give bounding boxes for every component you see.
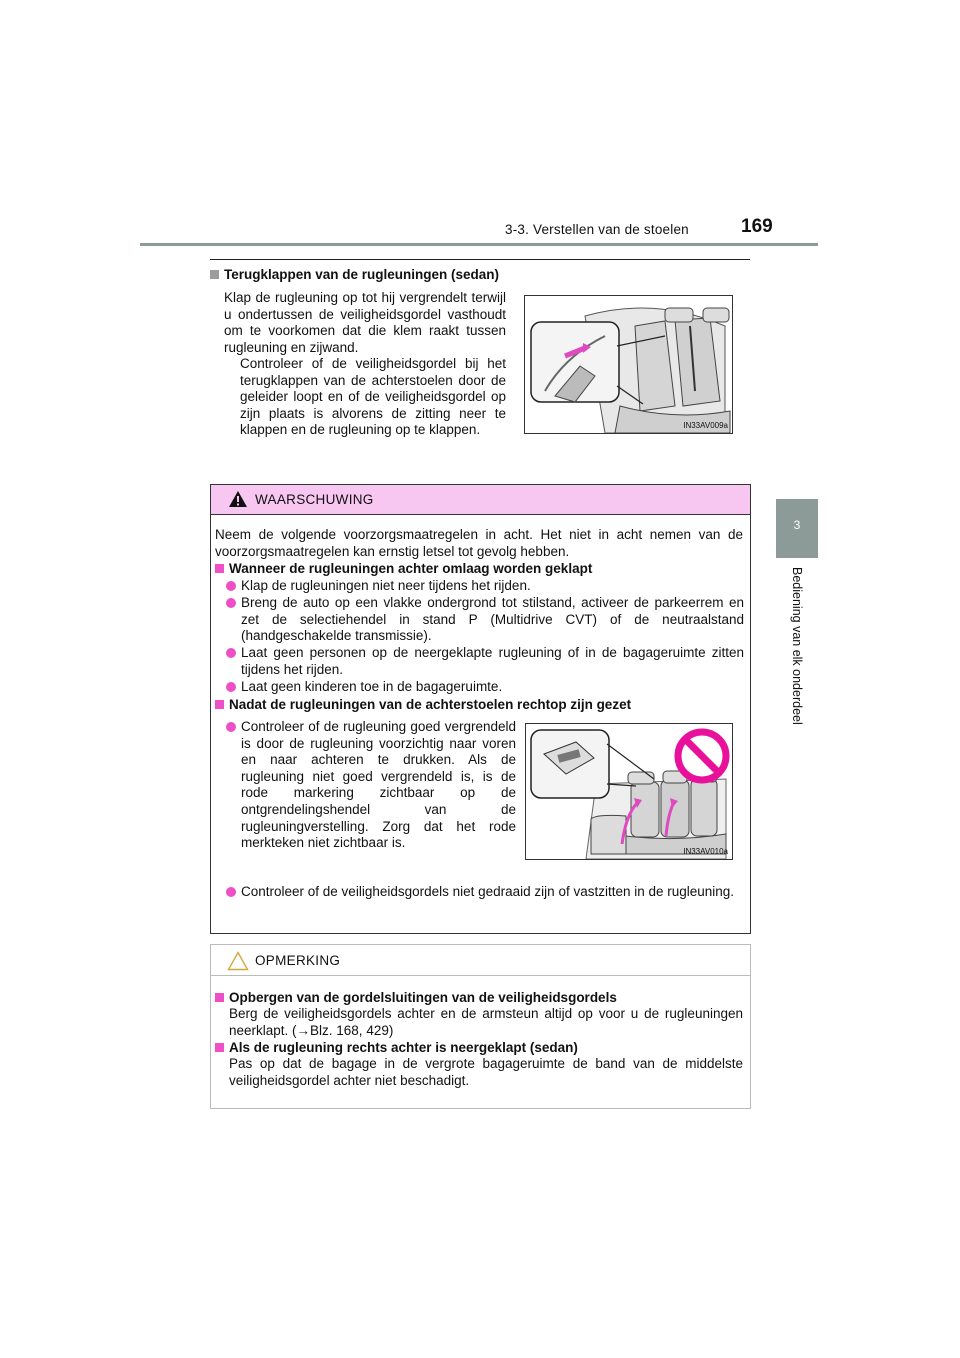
note-header: [211, 945, 750, 976]
section-divider: [210, 259, 750, 260]
bullet-icon: [226, 682, 236, 692]
warning-list-text: Breng de auto op een vlakke ondergrond tot stilstand, activeer de parkeerrem en zet de selectiehendel in stand P (Multidrive CVT) of de neutraalstand (handgeschakelde transmissie).: [241, 595, 744, 644]
page-number: 169: [741, 216, 773, 237]
warning-list-item: [226, 884, 744, 901]
figure-code: IN33AV010a: [683, 847, 728, 856]
square-bullet-icon: [215, 700, 224, 709]
warning-list-item: [226, 578, 744, 595]
note-item1-title-text: Opbergen van de gordelsluitingen van de veiligheidsgordels: [229, 990, 617, 1005]
warning-sub2-title: [215, 697, 743, 714]
header-section-title: 3-3. Verstellen van de stoelen: [505, 222, 689, 237]
note-item2-title-text: Als de rugleuning rechts achter is neergeklapt (sedan): [229, 1040, 578, 1055]
warning-list-item: [226, 595, 744, 645]
figure-code: IN33AV009a: [683, 421, 728, 430]
warning-triangle-icon: [228, 490, 248, 508]
square-bullet-icon: [215, 993, 224, 1002]
warning-list-text: Laat geen kinderen toe in de bagageruimte.: [241, 679, 503, 694]
chapter-label: Bediening van elk onderdeel: [790, 567, 804, 725]
note-item1-text: Berg de veiligheidsgordels achter en de armsteun altijd op voor u de rugleuningen neerklapt. (→Blz. 168, 429): [229, 1006, 743, 1038]
warning-list-item: [226, 679, 744, 696]
warning-sub1-title: [215, 561, 743, 578]
warning-list-text: Controleer of de veiligheidsgordels niet gedraaid zijn of vastzitten in de rugleuning.: [241, 884, 735, 899]
warning-intro: Neem de volgende voorzorgsmaatregelen in acht. Het niet in acht nemen van de voorzorgsmaatregelen kan ernstig letsel tot gevolg hebben.: [215, 527, 743, 559]
note-heading: OPMERKING: [255, 953, 341, 968]
caution-triangle-icon: [227, 951, 249, 971]
bullet-icon: [226, 887, 236, 897]
bullet-icon: [226, 581, 236, 591]
warning-list-item: [226, 645, 744, 678]
section-intro-note: Controleer of de veiligheidsgordel bij het terugklappen van de achterstoelen door de geleider loopt en of de veiligheidsgordel op zijn plaats is alvorens de zitting neer te klappen en de rugleuning op te klappen.: [240, 356, 506, 438]
note-item2-title: [215, 1040, 743, 1057]
bullet-icon: [226, 722, 236, 732]
warning-list-item: [226, 719, 516, 852]
figure-seatback-fold: [524, 295, 733, 434]
bullet-icon: [226, 598, 236, 608]
section-title: [210, 267, 499, 282]
chapter-tab: 3: [776, 499, 818, 558]
section-title-text: Terugklappen van de rugleuningen (sedan): [224, 267, 500, 282]
header-divider: [140, 243, 818, 246]
warning-list-text: Laat geen personen op de neergeklapte rugleuning of in de bagageruimte zitten tijdens het rijden.: [241, 645, 744, 677]
note-item1-title: [215, 990, 743, 1007]
warning-sub1-title-text: Wanneer de rugleuningen achter omlaag worden geklapt: [229, 561, 593, 576]
warning-list-text: Klap de rugleuningen niet neer tijdens het rijden.: [241, 578, 531, 593]
figure-seatback-lock: [525, 723, 733, 860]
warning-sub2-title-text: Nadat de rugleuningen van de achterstoelen rechtop zijn gezet: [229, 697, 632, 712]
square-bullet-icon: [210, 270, 219, 279]
square-bullet-icon: [215, 564, 224, 573]
seatback-lock-illustration: [526, 724, 732, 859]
seatback-illustration: [525, 296, 732, 433]
warning-list-text: Controleer of de rugleuning goed vergrendeld is door de rugleuning voorzichtig naar voren en naar achteren te drukken. Als de rugleuning niet goed vergrendeld is, is de rode markering zichtbaar op de ontgrendelingshendel van de rugleuningverstelling. Zorg dat het rode merkteken niet zichtbaar is.: [241, 719, 516, 851]
square-bullet-icon: [215, 1043, 224, 1052]
section-intro: Klap de rugleuning op tot hij vergrendelt terwijl u ondertussen de veiligheidsgordel vasthoudt om te voorkomen dat die klem raakt tussen rugleuning en zijwand.: [224, 290, 506, 355]
warning-heading: WAARSCHUWING: [255, 492, 374, 507]
warning-header: [211, 485, 750, 515]
note-item2-text: Pas op dat de bagage in de vergrote bagageruimte de band van de middelste veiligheidsgordel achter niet beschadigt.: [229, 1056, 743, 1088]
bullet-icon: [226, 648, 236, 658]
